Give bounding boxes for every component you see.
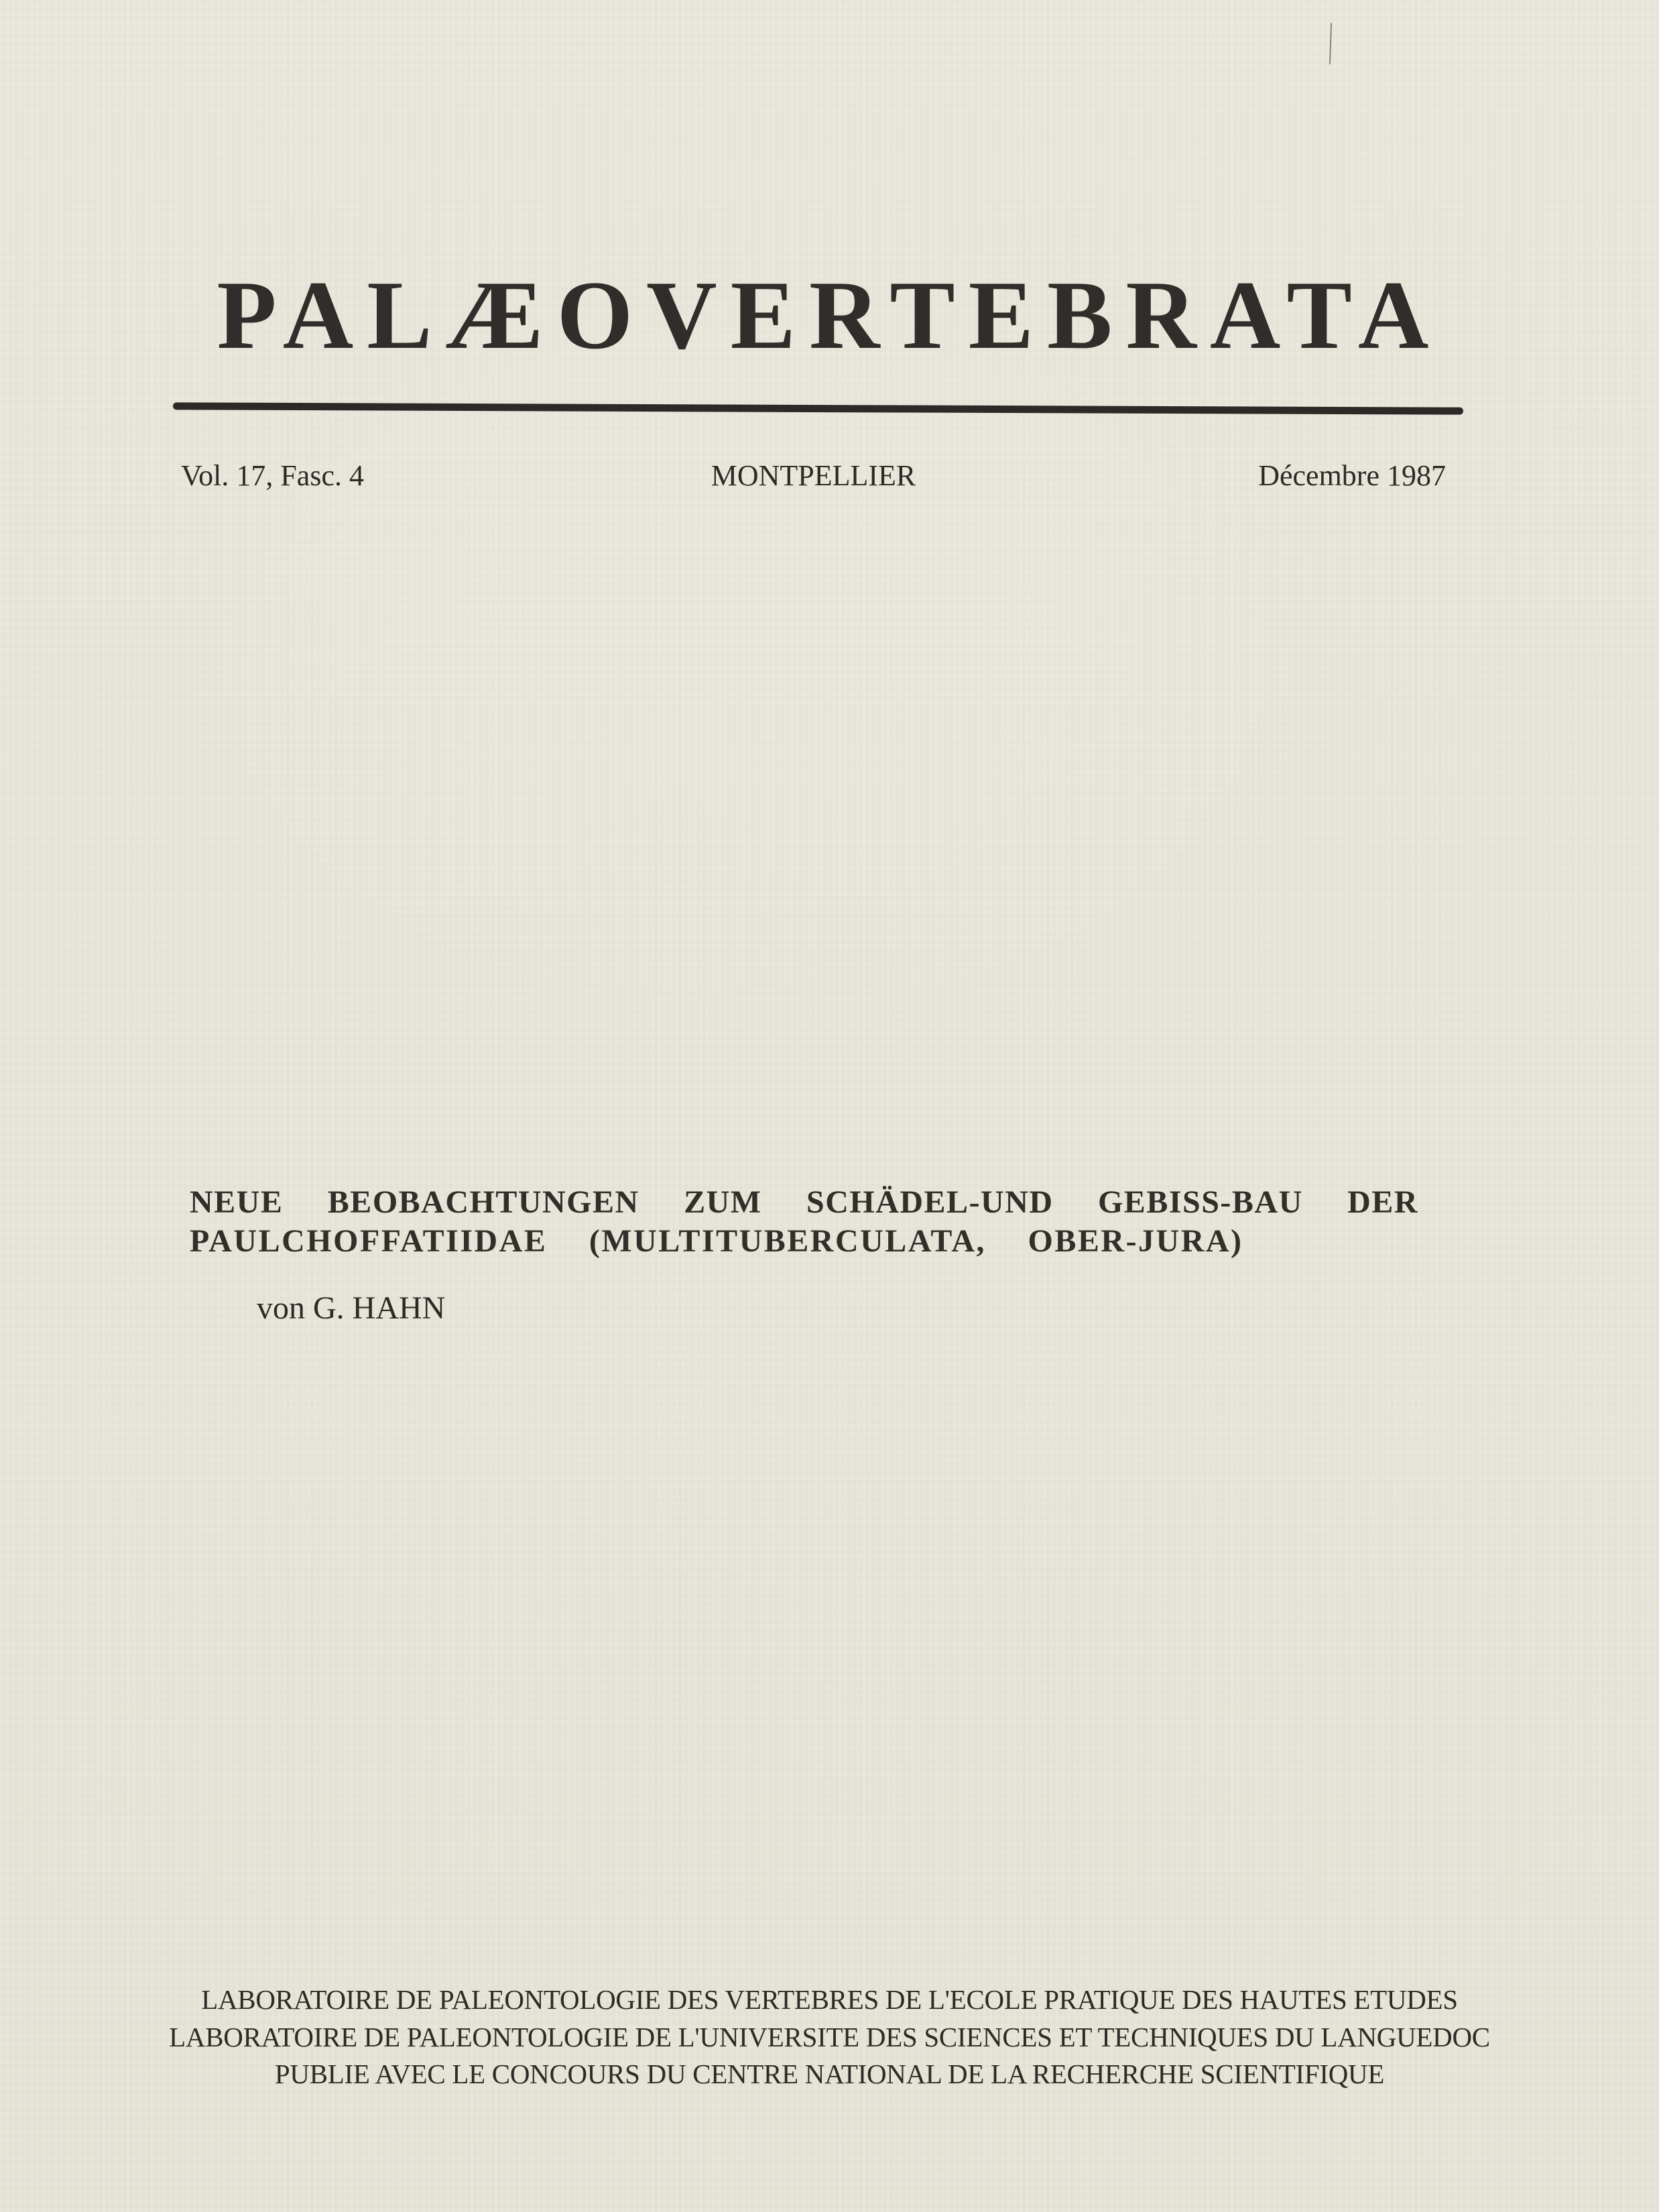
footer-line-1: LABORATOIRE DE PALEONTOLOGIE DES VERTEBRES DE L'ECOLE PRATIQUE DES HAUTES ETUDES	[201, 1984, 1458, 2015]
author-byline: von G. HAHN	[257, 1290, 446, 1326]
article-title-line-2: PAULCHOFFATIIDAE (MULTITUBERCULATA, OBER-JURA)	[190, 1223, 1243, 1259]
issue-info-row	[181, 458, 1446, 501]
title-divider-rule	[173, 402, 1463, 414]
issue-date-label: Décembre 1987	[1258, 459, 1446, 492]
city-label: MONTPELLIER	[711, 459, 916, 492]
footer-line-2: LABORATOIRE DE PALEONTOLOGIE DE L'UNIVERSITE DES SCIENCES ET TECHNIQUES DU LANGUEDOC	[169, 2021, 1490, 2052]
footer-line-3: PUBLIE AVEC LE CONCOURS DU CENTRE NATIONAL DE LA RECHERCHE SCIENTIFIQUE	[274, 2059, 1385, 2089]
paper-fiber-speck	[1329, 23, 1332, 64]
publisher-footer	[0, 1981, 1659, 2093]
volume-fascicle-label: Vol. 17, Fasc. 4	[181, 459, 364, 492]
article-title	[190, 1183, 1418, 1261]
article-title-line-1: NEUE BEOBACHTUNGEN ZUM SCHÄDEL-UND GEBISS-BAU DER	[190, 1184, 1418, 1220]
journal-title: PALÆOVERTEBRATA	[217, 261, 1442, 369]
